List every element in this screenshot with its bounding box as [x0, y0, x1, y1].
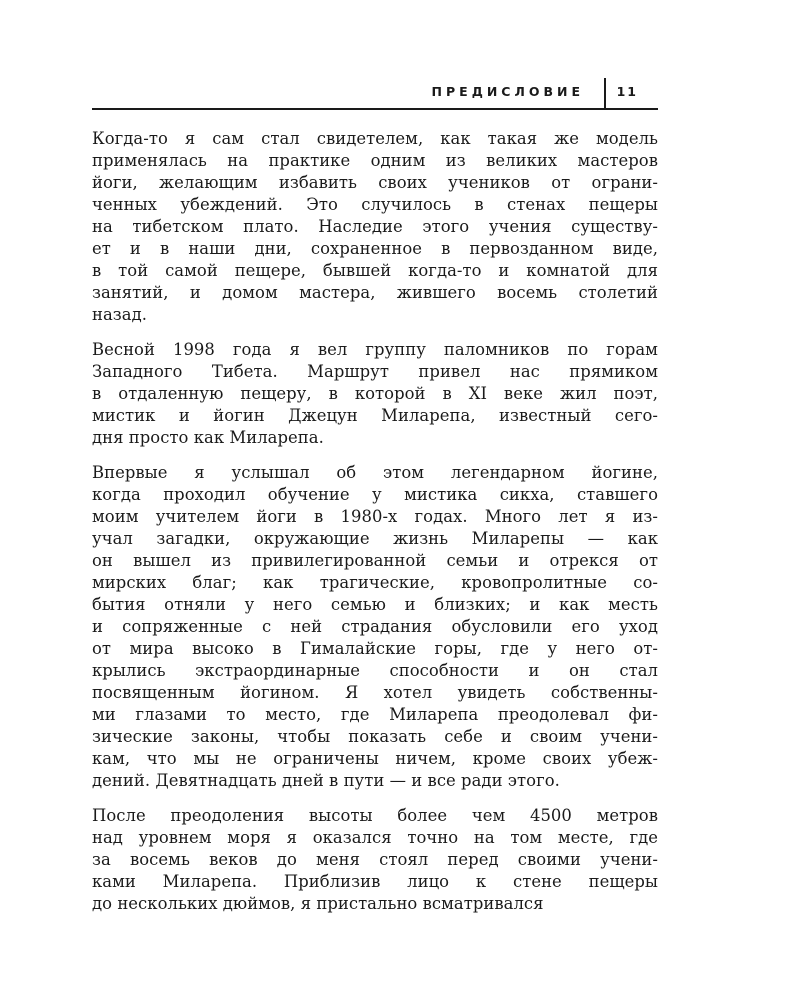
page-number: 11	[616, 84, 638, 99]
text-line: зические законы, чтобы показать себе и своим учени-	[92, 727, 658, 746]
text-line: После преодоления высоты более чем 4500 метров	[92, 806, 658, 825]
text-line: до нескольких дюймов, я пристально всматривался	[92, 894, 544, 913]
text-line: и сопряженные с ней страдания обусловили его уход	[92, 617, 658, 636]
text-line: от мира высоко в Гималайские горы, где у него от-	[92, 639, 658, 658]
text-line: ет и в наши дни, сохраненное в первозданном виде,	[92, 239, 658, 258]
text-line: учал загадки, окружающие жизнь Миларепы — как	[92, 529, 658, 548]
text-line: посвященным йогином. Я хотел увидеть собственны-	[92, 683, 658, 702]
text-line: дений. Девятнадцать дней в пути — и все ради этого.	[92, 771, 560, 790]
text-line: дня просто как Миларепа.	[92, 428, 324, 447]
text-line: мирских благ; как трагические, кровопролитные со-	[92, 573, 658, 592]
section-title: ПРЕДИСЛОВИЕ	[431, 84, 584, 99]
text-line: ченных убеждений. Это случилось в стенах пещеры	[92, 195, 658, 214]
text-line: на тибетском плато. Наследие этого учения существу-	[92, 217, 658, 236]
text-line: йоги, желающим избавить своих учеников от ограни-	[92, 173, 658, 192]
text-line: Западного Тибета. Маршрут привел нас прямиком	[92, 362, 658, 381]
paragraph	[92, 339, 658, 449]
text-line: кам, что мы не ограничены ничем, кроме своих убеж-	[92, 749, 658, 768]
text-line: ми глазами то место, где Миларепа преодолевал фи-	[92, 705, 658, 724]
running-head	[92, 78, 658, 108]
text-line: бытия отняли у него семью и близких; и как месть	[92, 595, 658, 614]
text-line: занятий, и домом мастера, жившего восемь столетий	[92, 283, 658, 302]
text-line: за восемь веков до меня стоял перед своими учени-	[92, 850, 658, 869]
text-line: моим учителем йоги в 1980-х годах. Много лет я из-	[92, 507, 658, 526]
text-line: Весной 1998 года я вел группу паломников по горам	[92, 340, 658, 359]
text-line: мистик и йогин Джецун Миларепа, известный сего-	[92, 406, 658, 425]
paragraph	[92, 128, 658, 326]
text-line: крылись экстраординарные способности и он стал	[92, 661, 658, 680]
paragraph	[92, 805, 658, 915]
header-divider	[604, 78, 606, 108]
text-line: когда проходил обучение у мистика сикха, ставшего	[92, 485, 658, 504]
text-line: применялась на практике одним из великих мастеров	[92, 151, 658, 170]
text-line: Впервые я услышал об этом легендарном йогине,	[92, 463, 658, 482]
text-line: в той самой пещере, бывшей когда-то и комнатой для	[92, 261, 658, 280]
text-line: он вышел из привилегированной семьи и отрекся от	[92, 551, 658, 570]
text-line: Когда-то я сам стал свидетелем, как такая же модель	[92, 129, 658, 148]
header-rule	[92, 108, 658, 110]
text-line: ками Миларепа. Приблизив лицо к стене пещеры	[92, 872, 658, 891]
paragraph	[92, 462, 658, 792]
text-line: над уровнем моря я оказался точно на том месте, где	[92, 828, 658, 847]
text-line: в отдаленную пещеру, в которой в XI веке жил поэт,	[92, 384, 658, 403]
body-text	[92, 128, 658, 928]
text-line: назад.	[92, 305, 148, 324]
